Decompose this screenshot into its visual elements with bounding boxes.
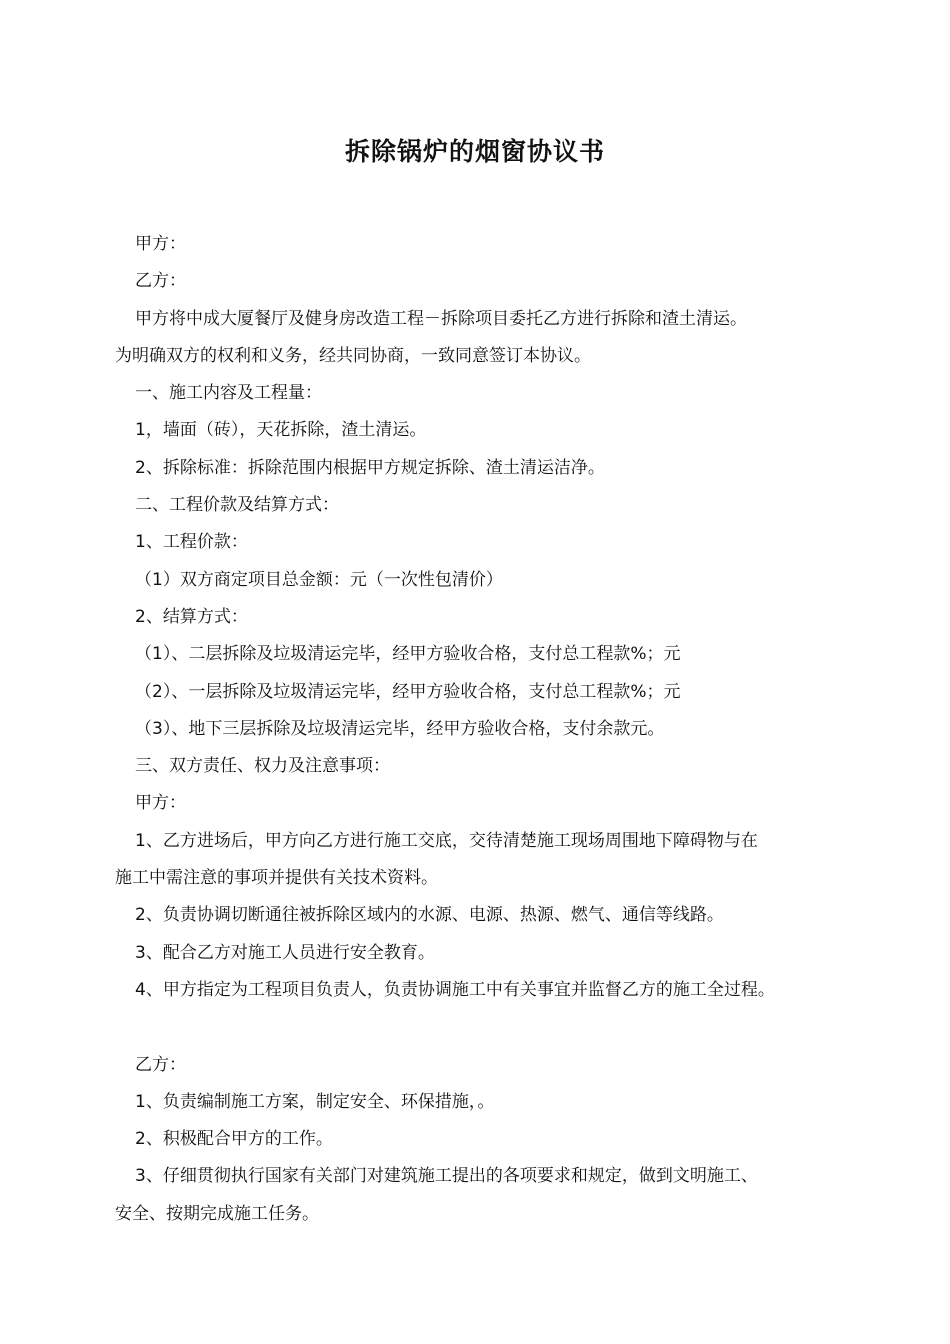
section-heading-scope: 一、施工内容及工程量： — [135, 383, 322, 404]
party-b-duty-1: 1、负责编制施工方案，制定安全、环保措施，。 — [135, 1091, 495, 1112]
section-heading-payment: 二、工程价款及结算方式： — [135, 495, 339, 516]
party-a-duty-1-line-1: 1、乙方进场后，甲方向乙方进行施工交底，交待清楚施工现场周围地下障碍物与在 — [135, 830, 758, 851]
party-a-responsibilities-label: 甲方： — [135, 793, 186, 814]
intro-paragraph-line-1: 甲方将中成大厦餐厅及健身房改造工程－拆除项目委托乙方进行拆除和渣土清运。 — [135, 308, 747, 329]
scope-item-1: 1，墙面（砖），天花拆除，渣土清运。 — [135, 420, 427, 441]
payment-item-1: 1、工程价款： — [135, 532, 248, 553]
party-a-duty-1-line-2: 施工中需注意的事项并提供有关技术资料。 — [115, 868, 438, 889]
document-body — [115, 226, 855, 1233]
payment-subitem-1: （1）双方商定项目总金额：元（一次性包清价） — [135, 569, 503, 590]
party-a-duty-3: 3、配合乙方对施工人员进行安全教育。 — [135, 942, 435, 963]
party-b-responsibilities-label: 乙方： — [135, 1054, 186, 1075]
party-a-label: 甲方： — [135, 234, 186, 254]
party-b-label: 乙方： — [135, 271, 186, 292]
settlement-subitem-3: （3）、地下三层拆除及垃圾清运完毕，经甲方验收合格，支付余款元。 — [135, 718, 665, 739]
settlement-subitem-1: （1）、二层拆除及垃圾清运完毕，经甲方验收合格，支付总工程款%；元 — [135, 644, 681, 665]
payment-item-2: 2、结算方式： — [135, 606, 248, 627]
party-b-duty-3-line-1: 3、仔细贯彻执行国家有关部门对建筑施工提出的各项要求和规定，做到文明施工、 — [135, 1166, 758, 1187]
scope-item-2: 2、拆除标准：拆除范围内根据甲方规定拆除、渣土清运洁净。 — [135, 457, 605, 478]
settlement-subitem-2: （2）、一层拆除及垃圾清运完毕，经甲方验收合格，支付总工程款%；元 — [135, 681, 681, 702]
intro-paragraph-line-2: 为明确双方的权利和义务，经共同协商，一致同意签订本协议。 — [115, 345, 591, 366]
paragraph-spacer — [115, 1009, 855, 1046]
party-a-duty-2: 2、负责协调切断通往被拆除区域内的水源、电源、热源、燃气、通信等线路。 — [135, 905, 724, 926]
section-heading-responsibilities: 三、双方责任、权力及注意事项： — [135, 756, 390, 777]
party-b-duty-3-line-2: 安全、按期完成施工任务。 — [115, 1203, 319, 1224]
party-a-duty-4: 4、甲方指定为工程项目负责人，负责协调施工中有关事宜并监督乙方的施工全过程。 — [135, 979, 775, 1000]
document-title: 拆除锅炉的烟窗协议书 — [344, 137, 605, 166]
party-b-duty-2: 2、积极配合甲方的工作。 — [135, 1129, 333, 1150]
